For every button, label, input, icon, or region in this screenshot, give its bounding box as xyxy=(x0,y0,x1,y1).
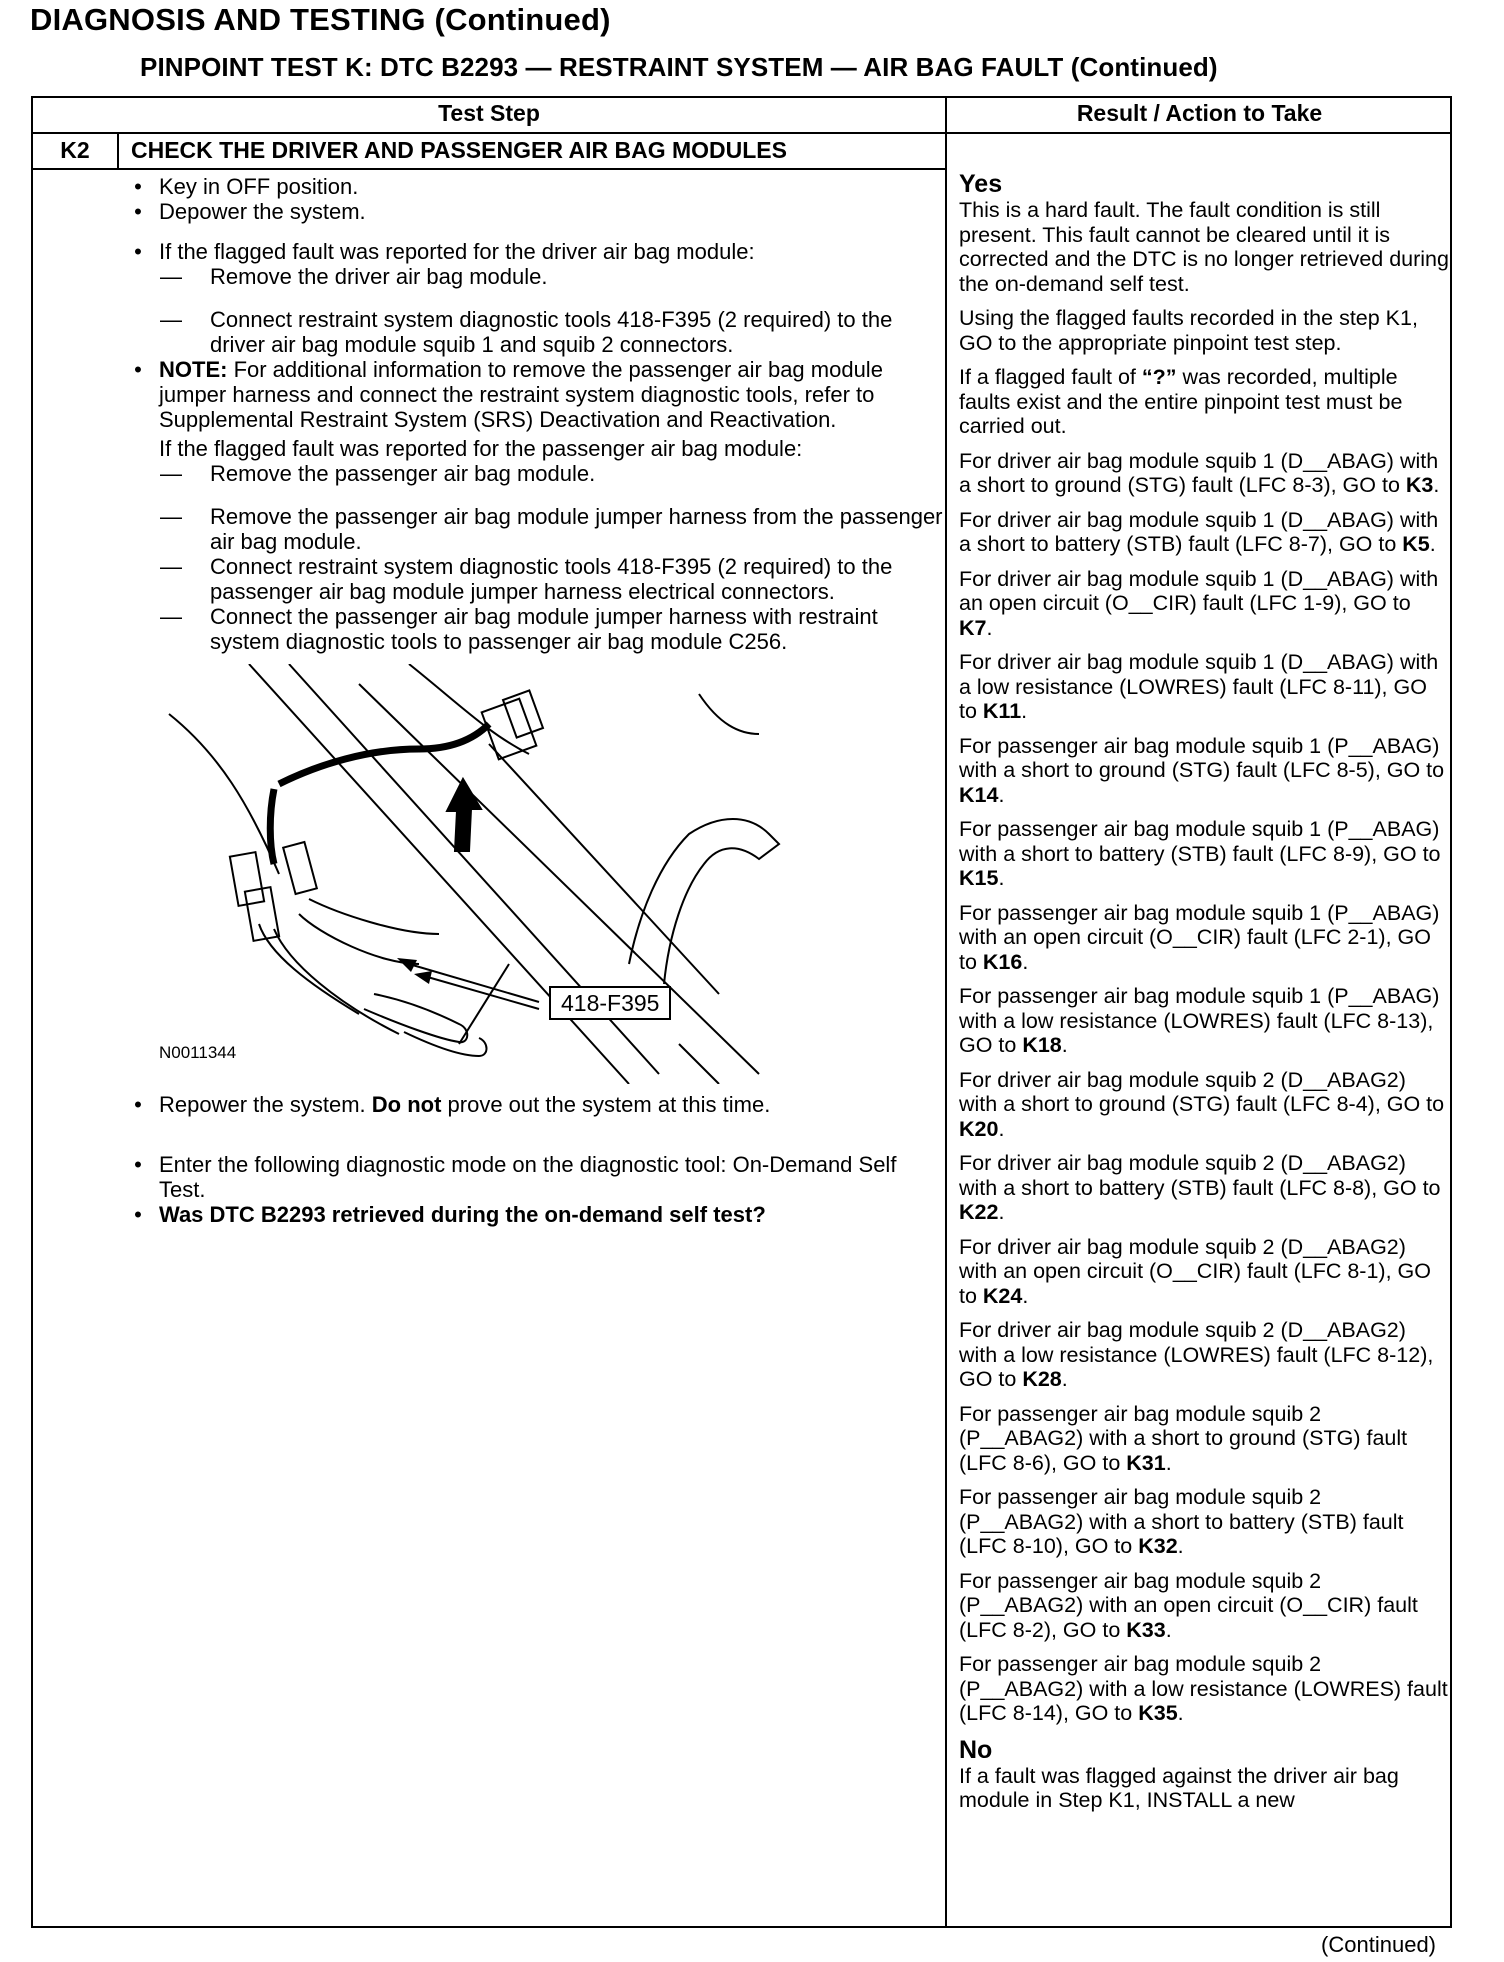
list-item: • If the flagged fault was reported for the driver air bag module: xyxy=(123,239,943,264)
fault-entry: For driver air bag module squib 1 (D__ABAG) with a low resistance (LOWRES) fault (LFC 8-11), GO to K11. xyxy=(959,650,1439,723)
goto-step-link[interactable]: K33 xyxy=(1126,1617,1166,1642)
goto-step-link[interactable]: K18 xyxy=(1022,1033,1062,1057)
no-description: If a fault was flagged against the driver air bag module in Step K1, INSTALL a new xyxy=(959,1763,1399,1812)
fault-entry: For passenger air bag module squib 1 (P__ABAG) with a low resistance (LOWRES) fault (LFC 8-13), GO to K18. xyxy=(959,984,1440,1057)
list-item: • Enter the following diagnostic mode on the diagnostic tool: On-Demand Self Test. xyxy=(123,1152,943,1202)
sub-item: — Connect restraint system diagnostic tools 418-F395 (2 required) to the driver air bag module squib 1 and squib 2 connectors. xyxy=(160,307,893,357)
result-action-column xyxy=(959,170,1449,1813)
column-header-result: Result / Action to Take xyxy=(1076,100,1323,126)
continued-footer: (Continued) xyxy=(1321,1932,1436,1957)
dash-icon: — xyxy=(160,307,182,332)
goto-step-link[interactable]: K35 xyxy=(1138,1701,1178,1725)
multiple-faults-note: If a flagged fault of “?” was recorded, multiple faults exist and the entire pinpoint test must be carried out. xyxy=(959,365,1403,438)
goto-step-link[interactable]: K28 xyxy=(1022,1367,1062,1391)
illustration-id: N0011344 xyxy=(159,1043,237,1062)
dash-icon: — xyxy=(160,504,182,529)
bullet-icon: • xyxy=(134,174,142,199)
sub-item: — Remove the driver air bag module. xyxy=(160,264,548,289)
flagged-faults-instruction: Using the flagged faults recorded in the step K1, GO to the appropriate pinpoint test step. xyxy=(959,306,1418,355)
step-id-divider xyxy=(117,134,119,168)
fault-entry: For driver air bag module squib 1 (D__ABAG) with a short to battery (STB) fault (LFC 8-7), GO to K5. xyxy=(959,507,1439,556)
bullet-icon: • xyxy=(134,239,142,264)
bullet-icon: • xyxy=(134,199,142,224)
passenger-condition: If the flagged fault was reported for the passenger air bag module: xyxy=(159,436,803,461)
bullet-icon: • xyxy=(134,1202,142,1227)
question-item: • Was DTC B2293 retrieved during the on-demand self test? xyxy=(123,1202,943,1227)
fault-list xyxy=(959,449,1449,1726)
goto-step-link[interactable]: K7 xyxy=(959,615,987,640)
dash-icon: — xyxy=(160,264,182,289)
bullet-icon: • xyxy=(134,1092,142,1117)
pinpoint-test-title: PINPOINT TEST K: DTC B2293 — RESTRAINT SYSTEM — AIR BAG FAULT (Continued) xyxy=(140,52,1218,82)
fault-entry: For passenger air bag module squib 2 (P__ABAG2) with a short to ground (STG) fault (LFC 8-6), GO to K31. xyxy=(959,1401,1408,1475)
yes-label: Yes xyxy=(959,170,1003,198)
fault-entry: For driver air bag module squib 2 (D__ABAG2) with an open circuit (O__CIR) fault (LFC 8-1), GO to K24. xyxy=(959,1234,1431,1308)
goto-step-link[interactable]: K20 xyxy=(959,1116,999,1141)
yes-description: This is a hard fault. The fault condition is still present. This fault cannot be cleared until it is corrected and the DTC is no longer retrieved during the on-demand self test. xyxy=(959,198,1449,296)
illustration-drawing xyxy=(159,664,899,1084)
goto-step-link[interactable]: K31 xyxy=(1126,1450,1166,1475)
list-item: • Repower the system. Do not prove out the system at this time. xyxy=(123,1092,943,1117)
fault-entry: For passenger air bag module squib 1 (P__ABAG) with an open circuit (O__CIR) fault (LFC 2-1), GO to K16. xyxy=(959,900,1440,974)
no-label: No xyxy=(959,1735,993,1764)
fault-entry: For passenger air bag module squib 2 (P__ABAG2) with a short to battery (STB) fault (LFC 8-10), GO to K32. xyxy=(959,1485,1404,1558)
test-step-instructions xyxy=(123,174,943,1227)
fault-entry: For driver air bag module squib 1 (D__ABAG) with an open circuit (O__CIR) fault (LFC 1-9), GO to K7. xyxy=(959,566,1439,640)
goto-step-link[interactable]: K24 xyxy=(982,1283,1023,1308)
sub-item: — Remove the passenger air bag module. xyxy=(160,461,596,486)
dash-icon: — xyxy=(160,461,182,486)
goto-step-link[interactable]: K16 xyxy=(982,949,1023,974)
fault-entry: For passenger air bag module squib 2 (P__ABAG2) with a low resistance (LOWRES) fault (LFC 8-14), GO to K35. xyxy=(959,1652,1448,1725)
bullet-icon: • xyxy=(134,1152,142,1177)
tool-callout-label: 418-F395 xyxy=(549,986,671,1020)
column-header-test-step: Test Step xyxy=(438,100,540,126)
bullet-icon: • xyxy=(134,357,142,382)
page-heading: DIAGNOSIS AND TESTING (Continued) xyxy=(30,2,611,37)
fault-entry: For passenger air bag module squib 1 (P__ABAG) with a short to ground (STG) fault (LFC 8-5), GO to K14. xyxy=(959,733,1445,807)
goto-step-link[interactable]: K22 xyxy=(959,1200,999,1224)
fault-entry: For driver air bag module squib 1 (D__ABAG) with a short to ground (STG) fault (LFC 8-3), GO to K3. xyxy=(959,448,1440,497)
list-item: • Depower the system. xyxy=(123,199,943,224)
step-id: K2 xyxy=(60,137,90,163)
step-divider xyxy=(33,168,945,170)
column-divider xyxy=(945,98,947,1926)
sub-item: — Remove the passenger air bag module jumper harness from the passenger air bag module. xyxy=(160,504,943,554)
step-title: CHECK THE DRIVER AND PASSENGER AIR BAG MODULES xyxy=(131,137,787,163)
fault-entry: For driver air bag module squib 2 (D__ABAG2) with a short to battery (STB) fault (LFC 8-8), GO to K22. xyxy=(959,1151,1441,1224)
fault-entry: For driver air bag module squib 2 (D__ABAG2) with a short to ground (STG) fault (LFC 8-4), GO to K20. xyxy=(959,1067,1445,1141)
fault-entry: For passenger air bag module squib 2 (P__ABAG2) with an open circuit (O__CIR) fault (LFC 8-2), GO to K33. xyxy=(959,1568,1418,1642)
goto-step-link[interactable]: K3 xyxy=(1405,473,1434,497)
goto-step-link[interactable]: K5 xyxy=(1402,532,1430,556)
dash-icon: — xyxy=(160,554,182,579)
header-divider xyxy=(33,132,1450,134)
sub-item: — Connect the passenger air bag module jumper harness with restraint system diagnostic tools to passenger air bag module C256. xyxy=(160,604,878,654)
sub-item: — Connect restraint system diagnostic tools 418-F395 (2 required) to the passenger air bag module jumper harness electrical connectors. xyxy=(160,554,893,604)
note-item: • NOTE: For additional information to remove the passenger air bag module jumper harness and connect the restraint system diagnostic tools, refer to Supplemental Restraint System (SRS) Deactivation and Reactivation. xyxy=(123,357,943,432)
fault-entry: For driver air bag module squib 2 (D__ABAG2) with a low resistance (LOWRES) fault (LFC 8-12), GO to K28. xyxy=(959,1318,1434,1391)
list-item: • Key in OFF position. xyxy=(123,174,943,199)
harness-illustration xyxy=(159,664,899,1084)
goto-step-link[interactable]: K11 xyxy=(982,699,1022,723)
goto-step-link[interactable]: K32 xyxy=(1138,1534,1178,1558)
fault-entry: For passenger air bag module squib 1 (P__ABAG) with a short to battery (STB) fault (LFC 8-9), GO to K15. xyxy=(959,817,1441,890)
goto-step-link[interactable]: K14 xyxy=(959,782,999,807)
test-step-table xyxy=(31,96,1452,1928)
dash-icon: — xyxy=(160,604,182,629)
goto-step-link[interactable]: K15 xyxy=(959,866,999,890)
